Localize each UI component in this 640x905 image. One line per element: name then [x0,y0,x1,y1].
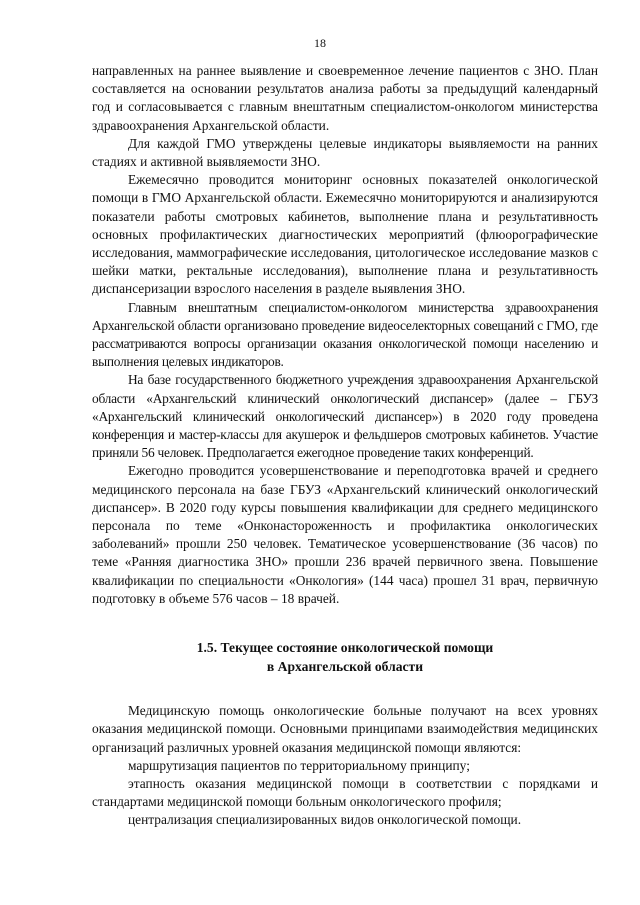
paragraph-target-indicators: Для каждой ГМО утверждены целевые индикаторы выявляемости на ранних стадиях и активной выявляемости ЗНО. [92,135,598,170]
principle-staging: этапность оказания медицинской помощи в соответствии с порядками и стандартами медицинской помощи больным онкологического профиля; [92,775,598,810]
page-body [92,62,598,830]
principle-centralization: централизация специализированных видов онкологической помощи. [128,812,522,828]
paragraph-conference-masterclasses: На базе государственного бюджетного учреждения здравоохранения Архангельской области «Архангельский клинический онкологический диспансер» (далее – ГБУЗ «Архангельский клинический онкологический диспансер») в 2020 году проведена конференция и мастер-классы для акушерок и фельдшеров смотровых кабинетов. Участие приняли 56 человек. Предполагается ежегодное проведение таких конференций. [92,372,598,461]
paragraph-monthly-monitoring: Ежемесячно проводится мониторинг основных показателей онкологической помощи в ГМО Архангельской области. Ежемесячно мониторируются и анализируются показатели работы смотровых кабинетов, выполнение плана и результативность основных профилактических диагностических мероприятий (флюорографические исследования, маммографические исследования, цитологическое исследование мазков с шейки матки, ректальные исследования), выполнение плана и результативность диспансеризации взрослого населения в разделе выявления ЗНО. [92,172,598,297]
paragraph-plan-continuation: направленных на раннее выявление и своевременное лечение пациентов с ЗНО. План составляется на основании результатов анализа работы за предыдущий календарный год и согласовывается с главным внештатным специалистом-онкологом министерства здравоохранения Архангельской области. [92,63,598,133]
section-heading-line-1: 1.5. Текущее состояние онкологической помощи [196,640,494,656]
principle-routing: маршрутизация пациентов по территориальному принципу; [128,757,470,773]
section-heading-line-2: в Архангельской области [266,658,424,674]
paragraph-video-conferences: Главным внештатным специалистом-онкологом министерства здравоохранения Архангельской области организовано проведение видеоселекторных совещаний с ГМО, где рассматриваются вопросы организации оказания онкологической помощи населению и выполнения целевых индикаторов. [92,299,598,370]
section-heading [92,639,598,676]
page-number: 18 [314,36,326,50]
paragraph-care-levels: Медицинскую помощь онкологические больные получают на всех уровнях оказания медицинской помощи. Основными принципами взаимодействия медицинских организаций различных уровней оказания медицинской помощи являются: [92,703,598,755]
paragraph-staff-training: Ежегодно проводится усовершенствование и переподготовка врачей и среднего медицинского персонала на базе ГБУЗ «Архангельский клинический онкологический диспансер». В 2020 году курсы повышения квалификации для среднего медицинского персонала по теме «Онконастороженность и профилактика онкологических заболеваний» прошли 250 человек. Тематическое усовершенствование (36 часов) по теме «Ранняя диагностика ЗНО» прошли 236 врачей первичного звена. Повышение квалификации по специальности «Онкология» (144 часа) прошел 31 врач, первичную подготовку в объеме 576 часов – 18 врачей. [92,463,598,606]
